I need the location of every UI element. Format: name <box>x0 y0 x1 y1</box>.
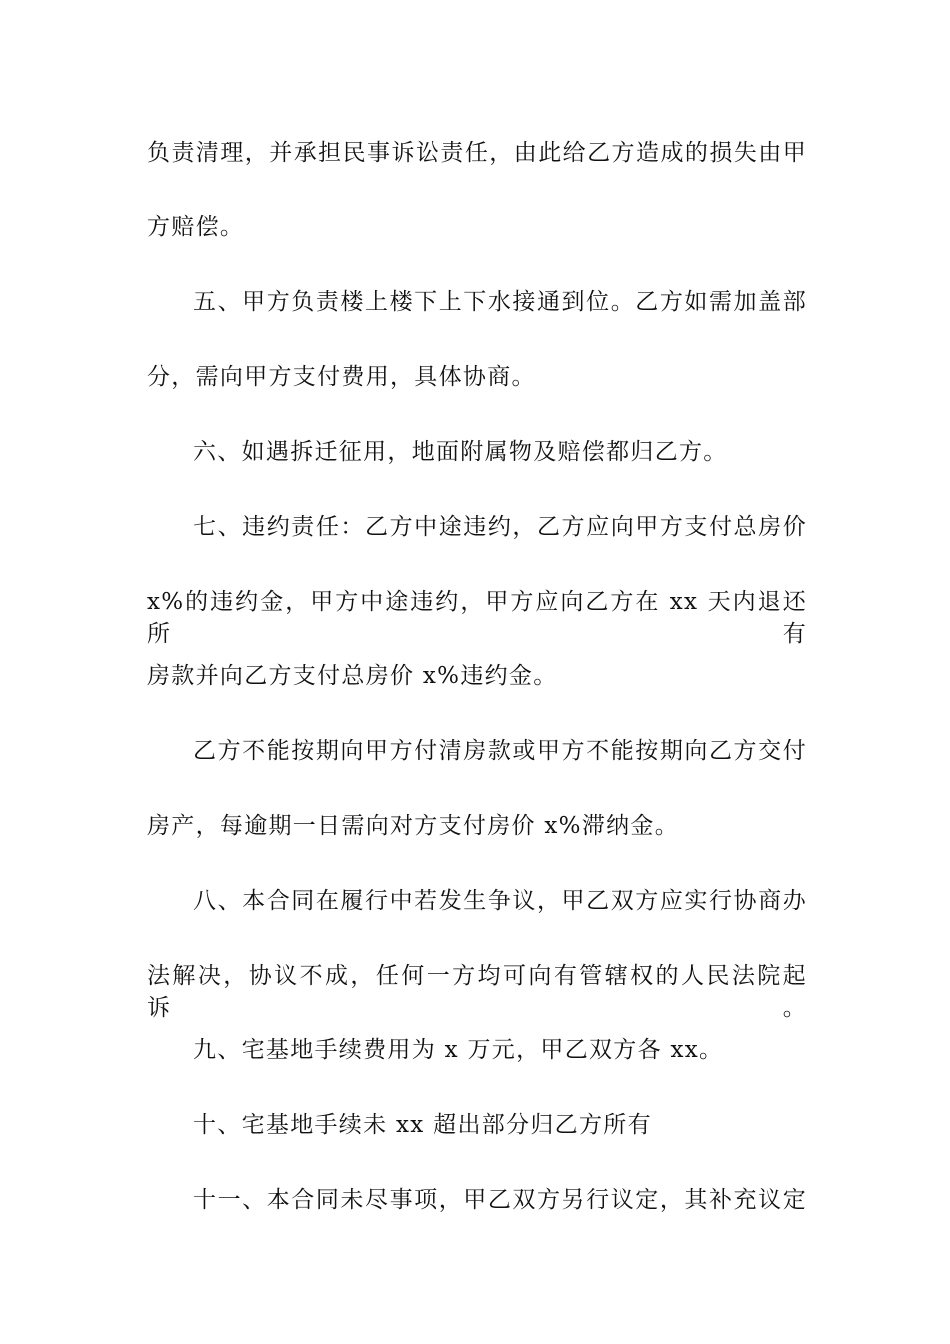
clause-9: 九、宅基地手续费用为 x 万元，甲乙双方各 xx。 <box>193 1037 724 1063</box>
body-line-1: 负责清理，并承担民事诉讼责任，由此给乙方造成的损失由甲 <box>147 140 807 166</box>
clause-11-line-1: 十一、本合同未尽事项，甲乙双方另行议定，其补充议定 <box>193 1187 807 1213</box>
clause-7-line-3: 房款并向乙方支付总房价 x%违约金。 <box>147 663 558 689</box>
clause-8-line-1: 八、本合同在履行中若发生争议，甲乙双方应实行协商办 <box>193 888 807 914</box>
clause-7-para2-line-1: 乙方不能按期向甲方付清房款或甲方不能按期向乙方交付 <box>193 738 807 764</box>
clause-10: 十、宅基地手续未 xx 超出部分归乙方所有 <box>193 1112 652 1138</box>
clause-7-para2-line-2: 房产，每逾期一日需向对方支付房价 x%滞纳金。 <box>147 813 680 839</box>
clause-7-line-2: x%的违约金，甲方中途违约，甲方应向乙方在 xx 天内退还所有 <box>147 589 807 647</box>
clause-5-line-1: 五、甲方负责楼上楼下上下水接通到位。乙方如需加盖部 <box>193 289 807 315</box>
clause-8-line-2: 法解决，协议不成，任何一方均可向有管辖权的人民法院起诉。 <box>147 963 807 1021</box>
clause-6: 六、如遇拆迁征用，地面附属物及赔偿都归乙方。 <box>193 439 728 465</box>
clause-7-line-1: 七、违约责任：乙方中途违约，乙方应向甲方支付总房价 <box>193 514 807 540</box>
clause-5-line-2: 分，需向甲方支付费用，具体协商。 <box>147 364 536 390</box>
body-line-2: 方赔偿。 <box>147 214 245 240</box>
